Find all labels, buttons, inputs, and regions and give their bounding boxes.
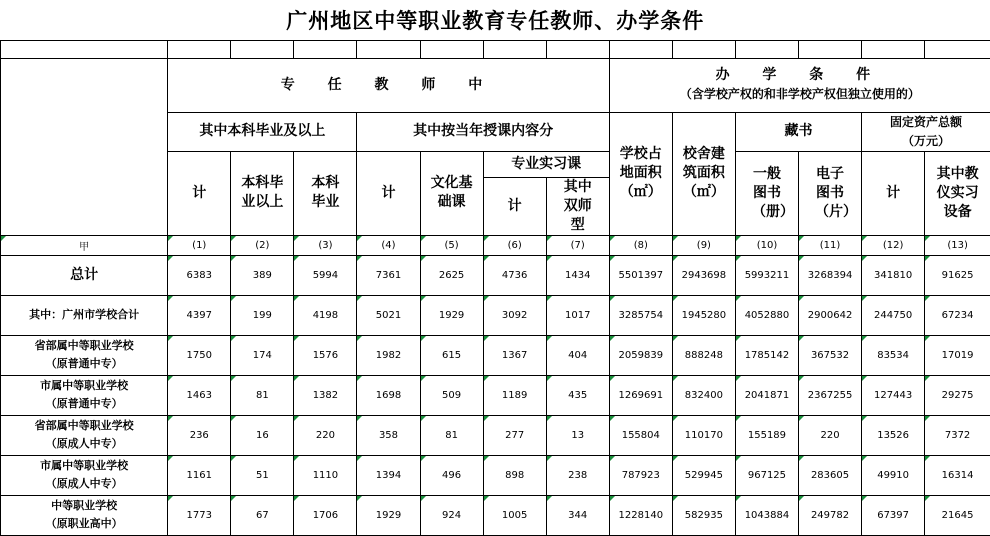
table-cell: 16 — [231, 415, 294, 455]
table-cell: 2900642 — [799, 295, 862, 335]
table-cell: 13 — [546, 415, 609, 455]
table-cell: 244750 — [862, 295, 925, 335]
table-row — [1, 295, 990, 335]
table-cell: 496 — [420, 455, 483, 495]
col-culture: 文化基础课 — [420, 151, 483, 235]
table-cell: 5993211 — [735, 255, 798, 295]
table-cell: 924 — [420, 495, 483, 535]
table-cell: 199 — [231, 295, 294, 335]
table-cell: 13526 — [862, 415, 925, 455]
table-cell: 1269691 — [609, 375, 672, 415]
table-cell: 1161 — [168, 455, 231, 495]
table-cell: 1706 — [294, 495, 357, 535]
table-cell: 1043884 — [735, 495, 798, 535]
by-course-group-header: 其中按当年授课内容分 — [357, 112, 609, 151]
table-cell: 1929 — [357, 495, 420, 535]
assets-group-header: 固定资产总额 （万元） — [862, 112, 990, 151]
col-assets-total: 计 — [862, 151, 925, 235]
table-cell: 967125 — [735, 455, 798, 495]
table-cell: 787923 — [609, 455, 672, 495]
table-cell: 4397 — [168, 295, 231, 335]
index-code: (2) — [231, 235, 294, 255]
table-cell: 389 — [231, 255, 294, 295]
table-row — [1, 255, 990, 295]
table-cell: 81 — [420, 415, 483, 455]
table-cell: 1017 — [546, 295, 609, 335]
table-cell: 1110 — [294, 455, 357, 495]
conditions-group-header: 办 学 条 件 （含学校产权的和非学校产权但独立使用的） — [609, 58, 990, 112]
table-cell: 888248 — [672, 335, 735, 375]
col-bachelor: 本科毕业 — [294, 151, 357, 235]
page-title: 广州地区中等职业教育专任教师、办学条件 — [1, 0, 990, 40]
table-cell: 4736 — [483, 255, 546, 295]
table-cell: 341810 — [862, 255, 925, 295]
table-cell: 2059839 — [609, 335, 672, 375]
index-code: (10) — [735, 235, 798, 255]
table-cell: 91625 — [925, 255, 990, 295]
table-cell: 17019 — [925, 335, 990, 375]
index-code: (4) — [357, 235, 420, 255]
table-cell: 110170 — [672, 415, 735, 455]
spacer-row — [1, 40, 990, 58]
table-cell: 67397 — [862, 495, 925, 535]
table-cell: 51 — [231, 455, 294, 495]
table-cell: 3092 — [483, 295, 546, 335]
col-land: 学校占地面积（㎡） — [609, 112, 672, 235]
table-cell: 5021 — [357, 295, 420, 335]
index-code: (8) — [609, 235, 672, 255]
col-above-bachelor: 本科毕业以上 — [231, 151, 294, 235]
table-cell: 2625 — [420, 255, 483, 295]
table-cell: 7372 — [925, 415, 990, 455]
table-cell: 509 — [420, 375, 483, 415]
row-label: 市属中等职业学校 （原普通中专） — [1, 375, 168, 415]
table-cell: 615 — [420, 335, 483, 375]
table-cell: 1785142 — [735, 335, 798, 375]
table-cell: 1367 — [483, 335, 546, 375]
table-cell: 435 — [546, 375, 609, 415]
table-cell: 16314 — [925, 455, 990, 495]
table-cell: 7361 — [357, 255, 420, 295]
assets-unit: （万元） — [862, 132, 990, 151]
table-row — [1, 375, 990, 415]
books-group-header: 藏书 — [735, 112, 861, 151]
table-cell: 1576 — [294, 335, 357, 375]
row-label: 总计 — [1, 255, 168, 295]
table-cell: 1434 — [546, 255, 609, 295]
col-building: 校舍建筑面积（㎡） — [672, 112, 735, 235]
table-cell: 83534 — [862, 335, 925, 375]
table-cell: 1773 — [168, 495, 231, 535]
table-row — [1, 335, 990, 375]
table-cell: 898 — [483, 455, 546, 495]
table-cell: 4052880 — [735, 295, 798, 335]
index-label: 甲 — [1, 235, 168, 255]
row-label: 市属中等职业学校 （原成人中专） — [1, 455, 168, 495]
row-label: 其中：广州市学校合计 — [1, 295, 168, 335]
index-code: (6) — [483, 235, 546, 255]
table-cell: 67 — [231, 495, 294, 535]
table-cell: 1394 — [357, 455, 420, 495]
table-cell: 344 — [546, 495, 609, 535]
index-code: (12) — [862, 235, 925, 255]
table-cell: 1929 — [420, 295, 483, 335]
row-label: 省部属中等职业学校 （原普通中专） — [1, 335, 168, 375]
table-cell: 1005 — [483, 495, 546, 535]
index-code: (13) — [925, 235, 990, 255]
col-course-total: 计 — [357, 151, 420, 235]
table-cell: 529945 — [672, 455, 735, 495]
teachers-group-header: 专 任 教 师 中 — [168, 58, 610, 112]
table-cell: 2943698 — [672, 255, 735, 295]
col-bachelor-total: 计 — [168, 151, 231, 235]
col-dual: 其中双师型 — [546, 177, 609, 235]
row-header-corner — [1, 58, 168, 235]
table-cell: 174 — [231, 335, 294, 375]
col-ebooks: 电子图书（片） — [799, 151, 862, 235]
table-cell: 367532 — [799, 335, 862, 375]
table-cell: 582935 — [672, 495, 735, 535]
table-cell: 5994 — [294, 255, 357, 295]
table-cell: 358 — [357, 415, 420, 455]
table-cell: 1463 — [168, 375, 231, 415]
table-cell: 1382 — [294, 375, 357, 415]
table-cell: 1982 — [357, 335, 420, 375]
practical-group-header: 专业实习课 — [483, 151, 609, 177]
index-code: (1) — [168, 235, 231, 255]
index-row — [1, 235, 990, 255]
table-cell: 81 — [231, 375, 294, 415]
table-cell: 4198 — [294, 295, 357, 335]
table-row — [1, 415, 990, 455]
index-code: (11) — [799, 235, 862, 255]
table-cell: 3268394 — [799, 255, 862, 295]
table-row — [1, 495, 990, 535]
table-cell: 3285754 — [609, 295, 672, 335]
table-cell: 155189 — [735, 415, 798, 455]
col-paper-books: 一般图书（册） — [735, 151, 798, 235]
table-cell: 127443 — [862, 375, 925, 415]
col-practical-total: 计 — [483, 177, 546, 235]
table-cell: 1945280 — [672, 295, 735, 335]
table-cell: 220 — [294, 415, 357, 455]
index-code: (7) — [546, 235, 609, 255]
table-cell: 832400 — [672, 375, 735, 415]
index-code: (5) — [420, 235, 483, 255]
table-cell: 1698 — [357, 375, 420, 415]
table-cell: 238 — [546, 455, 609, 495]
table-cell: 277 — [483, 415, 546, 455]
table-cell: 1750 — [168, 335, 231, 375]
table-cell: 6383 — [168, 255, 231, 295]
table-cell: 155804 — [609, 415, 672, 455]
table-cell: 1189 — [483, 375, 546, 415]
table-cell: 5501397 — [609, 255, 672, 295]
table-cell: 49910 — [862, 455, 925, 495]
table-cell: 2041871 — [735, 375, 798, 415]
table-cell: 2367255 — [799, 375, 862, 415]
row-label: 中等职业学校 （原职业高中） — [1, 495, 168, 535]
table-row — [1, 455, 990, 495]
table-cell: 283605 — [799, 455, 862, 495]
index-code: (9) — [672, 235, 735, 255]
table-cell: 404 — [546, 335, 609, 375]
index-code: (3) — [294, 235, 357, 255]
row-label: 省部属中等职业学校 （原成人中专） — [1, 415, 168, 455]
table-cell: 67234 — [925, 295, 990, 335]
col-equipment: 其中教仪实习设备 — [925, 151, 990, 235]
table-cell: 220 — [799, 415, 862, 455]
table-cell: 236 — [168, 415, 231, 455]
table-cell: 1228140 — [609, 495, 672, 535]
table-cell: 29275 — [925, 375, 990, 415]
table-cell: 249782 — [799, 495, 862, 535]
bachelor-group-header: 其中本科毕业及以上 — [168, 112, 357, 151]
conditions-note: （含学校产权的和非学校产权但独立使用的） — [610, 85, 990, 104]
table-cell: 21645 — [925, 495, 990, 535]
